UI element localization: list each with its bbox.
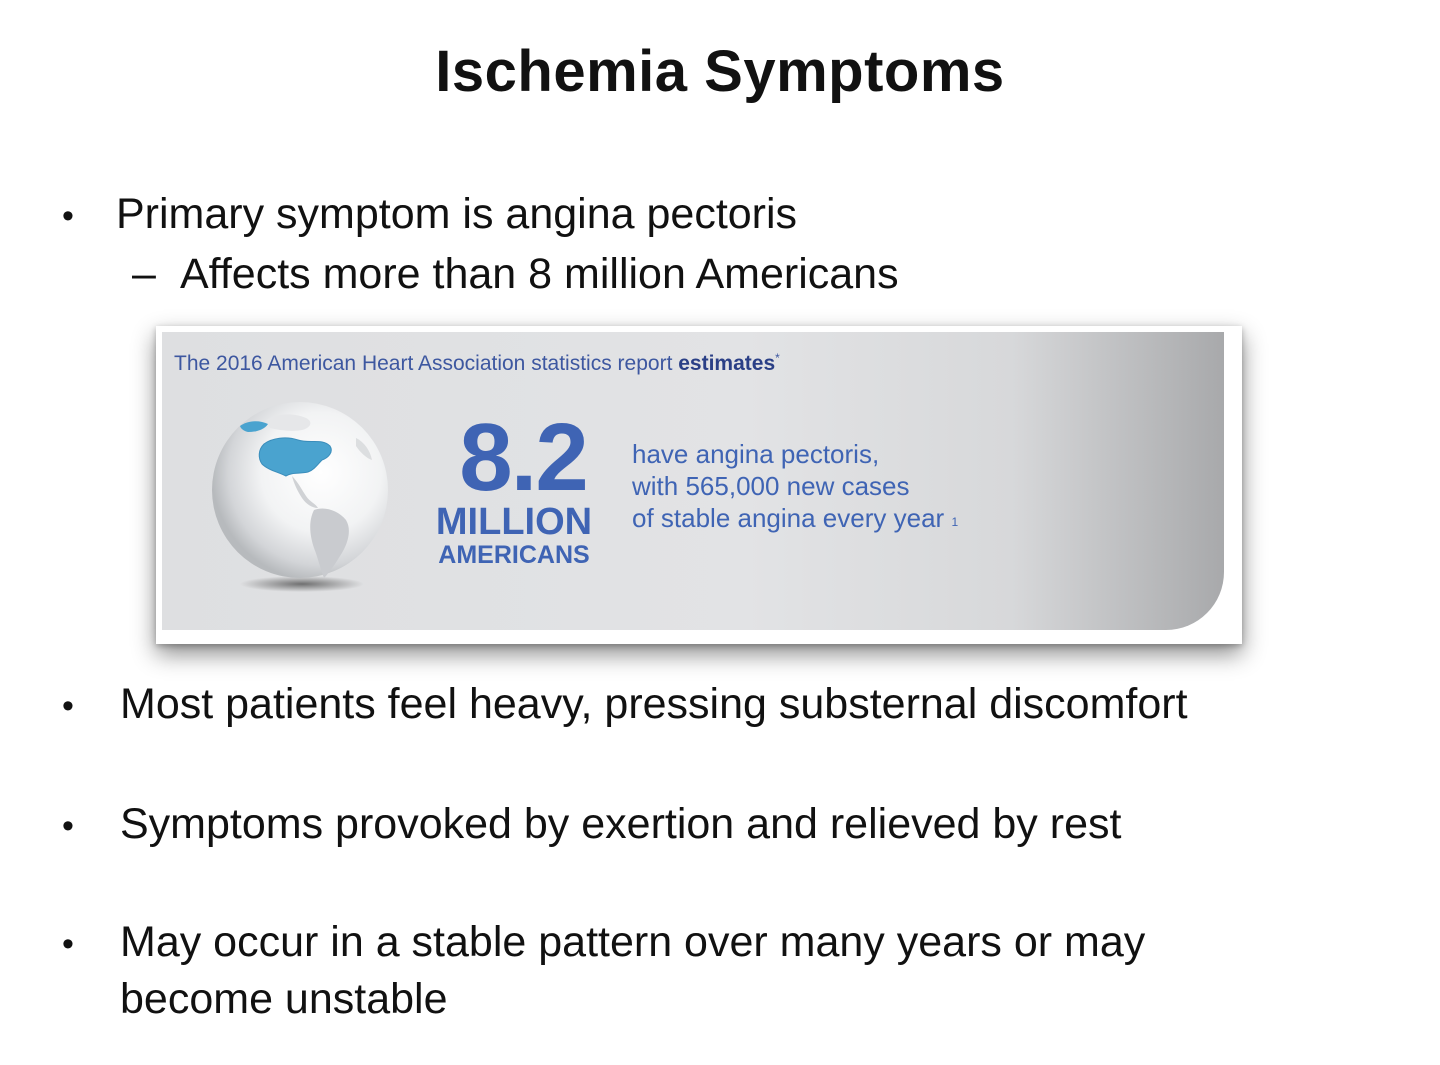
stat-number: 8.2 <box>459 404 587 511</box>
infographic-header <box>174 344 780 378</box>
stat-unit: MILLION <box>435 501 593 543</box>
bullet-marker: • <box>62 687 74 725</box>
stat-description-line: with 565,000 new cases <box>632 471 910 501</box>
bullet-text: Symptoms provoked by exertion and relieved by rest <box>120 800 1122 848</box>
bullet-marker: • <box>62 807 74 845</box>
bullet-text-line: become unstable <box>120 975 448 1023</box>
footnote-mark: 1 <box>951 515 959 529</box>
sub-bullet-text: Affects more than 8 million Americans <box>180 250 899 298</box>
infographic-card <box>162 332 1224 630</box>
bullet-text-line: May occur in a stable pattern over many years or may <box>120 918 1146 966</box>
sub-bullet-marker: – <box>132 250 156 298</box>
slide-title: Ischemia Symptoms <box>435 39 1005 104</box>
infographic-header-bold: estimates <box>678 352 776 375</box>
stat-description-line-text: of stable angina every year <box>632 503 945 533</box>
stat-description <box>632 438 1052 534</box>
globe-icon <box>206 398 398 594</box>
stat-description-line: have angina pectoris, <box>632 439 880 469</box>
bullet-marker: • <box>62 197 74 235</box>
bullet-marker: • <box>62 925 74 963</box>
bullet-text: Most patients feel heavy, pressing substernal discomfort <box>120 680 1188 728</box>
infographic-header-mark: * <box>775 351 780 365</box>
stat-description-line <box>632 502 1052 534</box>
bullet-text: Primary symptom is angina pectoris <box>116 190 798 238</box>
bullet-stable-pattern <box>62 914 1402 1028</box>
stat-population: AMERICANS <box>438 541 590 569</box>
infographic-header-text: The 2016 American Heart Association statistics report <box>174 352 673 375</box>
